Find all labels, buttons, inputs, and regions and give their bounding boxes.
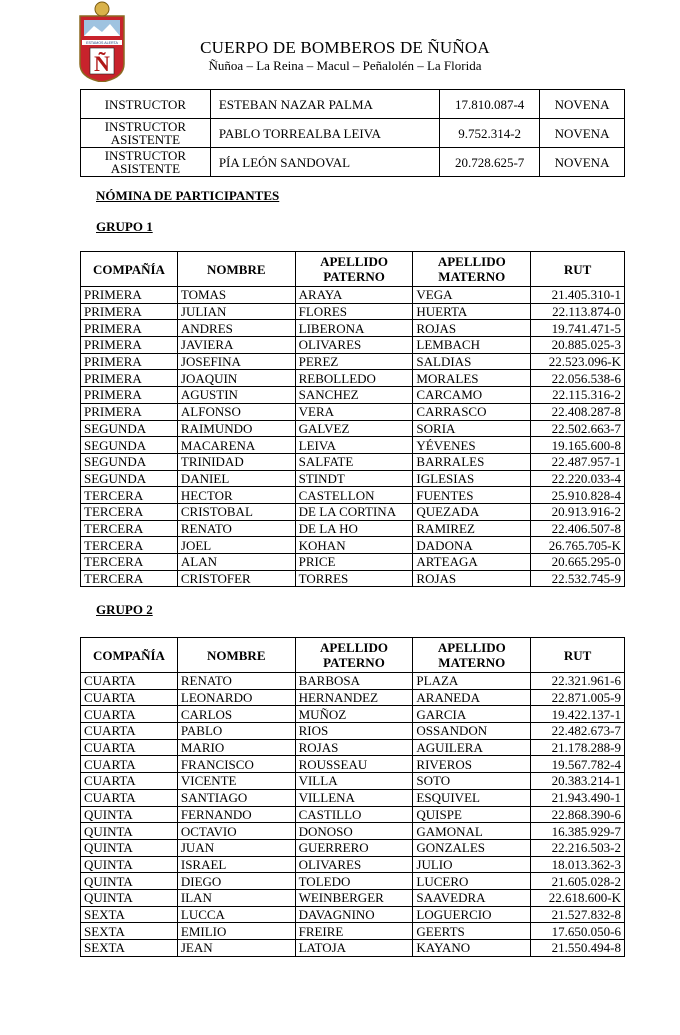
materno-cell: ROJAS (413, 320, 531, 337)
nombre-cell: FRANCISCO (177, 756, 295, 773)
nombre-cell: CARLOS (177, 706, 295, 723)
compania-cell: QUINTA (81, 856, 178, 873)
materno-cell: KAYANO (413, 940, 531, 957)
instructor-role-cell: INSTRUCTOR ASISTENTE (81, 119, 211, 148)
document-header (150, 38, 540, 74)
materno-cell: GEERTS (413, 923, 531, 940)
materno-cell: ARTEAGA (413, 554, 531, 571)
rut-cell: 22.056.538-6 (531, 370, 625, 387)
group-1-title: GRUPO 1 (96, 219, 153, 234)
compania-cell: CUARTA (81, 739, 178, 756)
paterno-cell: KOHAN (295, 537, 413, 554)
paterno-cell: PEREZ (295, 353, 413, 370)
compania-cell: PRIMERA (81, 337, 178, 354)
header-subtitle: Ñuñoa – La Reina – Macul – Peñalolén – La Florida (208, 58, 482, 73)
rut-cell: 16.385.929-7 (531, 823, 625, 840)
materno-cell: ESQUIVEL (413, 789, 531, 806)
compania-cell: TERCERA (81, 503, 178, 520)
table-row (81, 773, 625, 790)
nombre-cell: JULIAN (177, 303, 295, 320)
compania-cell: CUARTA (81, 689, 178, 706)
paterno-cell: RIOS (295, 723, 413, 740)
table-row (81, 520, 625, 537)
logo-motto: ESTAMOS ALERTA (86, 41, 118, 45)
compania-cell: CUARTA (81, 706, 178, 723)
paterno-cell: CASTILLO (295, 806, 413, 823)
compania-cell: PRIMERA (81, 370, 178, 387)
paterno-cell: ROJAS (295, 739, 413, 756)
paterno-cell: DAVAGNINO (295, 906, 413, 923)
nomina-title: NÓMINA DE PARTICIPANTES (96, 188, 280, 203)
column-header-materno: APELLIDO MATERNO (413, 638, 531, 673)
column-header-paterno: APELLIDO PATERNO (295, 252, 413, 287)
compania-cell: PRIMERA (81, 303, 178, 320)
materno-cell: IGLESIAS (413, 470, 531, 487)
compania-cell: TERCERA (81, 570, 178, 587)
materno-cell: QUISPE (413, 806, 531, 823)
instructor-row (81, 148, 625, 177)
rut-cell: 26.765.705-K (531, 537, 625, 554)
nombre-cell: ISRAEL (177, 856, 295, 873)
compania-cell: QUINTA (81, 823, 178, 840)
nombre-cell: HECTOR (177, 487, 295, 504)
group-2-title: GRUPO 2 (96, 602, 153, 617)
materno-cell: SOTO (413, 773, 531, 790)
nombre-cell: DANIEL (177, 470, 295, 487)
nombre-cell: RAIMUNDO (177, 420, 295, 437)
column-header-compania: COMPAÑÍA (81, 638, 178, 673)
rut-cell: 19.741.471-5 (531, 320, 625, 337)
table-row (81, 353, 625, 370)
rut-cell: 20.665.295-0 (531, 554, 625, 571)
nombre-cell: TRINIDAD (177, 453, 295, 470)
compania-cell: TERCERA (81, 487, 178, 504)
rut-cell: 22.502.663-7 (531, 420, 625, 437)
rut-cell: 22.321.961-6 (531, 673, 625, 690)
nombre-cell: EMILIO (177, 923, 295, 940)
paterno-cell: VILLA (295, 773, 413, 790)
nombre-cell: JOSEFINA (177, 353, 295, 370)
materno-cell: GONZALES (413, 839, 531, 856)
paterno-cell: VILLENA (295, 789, 413, 806)
column-header-materno: APELLIDO MATERNO (413, 252, 531, 287)
materno-cell: SALDIAS (413, 353, 531, 370)
materno-cell: ARANEDA (413, 689, 531, 706)
rut-cell: 21.605.028-2 (531, 873, 625, 890)
compania-cell: CUARTA (81, 673, 178, 690)
nombre-cell: ALFONSO (177, 403, 295, 420)
table-row (81, 387, 625, 404)
paterno-cell: OLIVARES (295, 856, 413, 873)
table-row (81, 470, 625, 487)
instructor-role-cell: INSTRUCTOR (81, 90, 211, 119)
table-row (81, 554, 625, 571)
table-row (81, 287, 625, 304)
compania-cell: PRIMERA (81, 287, 178, 304)
nombre-cell: JEAN (177, 940, 295, 957)
table-row (81, 337, 625, 354)
nombre-cell: PABLO (177, 723, 295, 740)
compania-cell: QUINTA (81, 873, 178, 890)
materno-cell: FUENTES (413, 487, 531, 504)
table-row (81, 420, 625, 437)
paterno-cell: REBOLLEDO (295, 370, 413, 387)
materno-cell: CARRASCO (413, 403, 531, 420)
table-row (81, 906, 625, 923)
table-row (81, 403, 625, 420)
table-row (81, 806, 625, 823)
nombre-cell: JUAN (177, 839, 295, 856)
table-row (81, 739, 625, 756)
materno-cell: QUEZADA (413, 503, 531, 520)
paterno-cell: DONOSO (295, 823, 413, 840)
paterno-cell: SALFATE (295, 453, 413, 470)
rut-cell: 22.532.745-9 (531, 570, 625, 587)
rut-cell: 21.527.832-8 (531, 906, 625, 923)
column-header-nombre: NOMBRE (177, 252, 295, 287)
compania-cell: SEGUNDA (81, 420, 178, 437)
nombre-cell: DIEGO (177, 873, 295, 890)
rut-cell: 17.650.050-6 (531, 923, 625, 940)
paterno-cell: HERNANDEZ (295, 689, 413, 706)
compania-cell: SEGUNDA (81, 470, 178, 487)
nombre-cell: JOEL (177, 537, 295, 554)
instructor-name-cell: PÍA LEÓN SANDOVAL (210, 148, 439, 177)
paterno-cell: SANCHEZ (295, 387, 413, 404)
compania-cell: QUINTA (81, 806, 178, 823)
instructor-company-cell: NOVENA (540, 90, 625, 119)
paterno-cell: FLORES (295, 303, 413, 320)
paterno-cell: LIBERONA (295, 320, 413, 337)
materno-cell: CARCAMO (413, 387, 531, 404)
fire-department-logo (76, 0, 128, 82)
rut-cell: 21.943.490-1 (531, 789, 625, 806)
compania-cell: QUINTA (81, 889, 178, 906)
compania-cell: SEXTA (81, 906, 178, 923)
materno-cell: ROJAS (413, 570, 531, 587)
column-header-nombre: NOMBRE (177, 638, 295, 673)
materno-cell: JULIO (413, 856, 531, 873)
table-row (81, 689, 625, 706)
table-row (81, 570, 625, 587)
instructor-company-cell: NOVENA (540, 148, 625, 177)
table-header-row (81, 638, 625, 673)
nombre-cell: ILAN (177, 889, 295, 906)
table-row (81, 823, 625, 840)
instructor-row (81, 90, 625, 119)
materno-cell: GAMONAL (413, 823, 531, 840)
compania-cell: CUARTA (81, 773, 178, 790)
rut-cell: 22.216.503-2 (531, 839, 625, 856)
paterno-cell: OLIVARES (295, 337, 413, 354)
nombre-cell: SANTIAGO (177, 789, 295, 806)
materno-cell: LEMBACH (413, 337, 531, 354)
table-row (81, 940, 625, 957)
table-row (81, 706, 625, 723)
materno-cell: LOGUERCIO (413, 906, 531, 923)
table-row (81, 673, 625, 690)
table-row (81, 537, 625, 554)
nombre-cell: MACARENA (177, 437, 295, 454)
paterno-cell: ARAYA (295, 287, 413, 304)
instructors-table (80, 89, 625, 177)
paterno-cell: FREIRE (295, 923, 413, 940)
paterno-cell: MUÑOZ (295, 706, 413, 723)
rut-cell: 22.113.874-0 (531, 303, 625, 320)
compania-cell: CUARTA (81, 756, 178, 773)
instructor-row (81, 119, 625, 148)
table-row (81, 320, 625, 337)
nombre-cell: ALAN (177, 554, 295, 571)
materno-cell: GARCIA (413, 706, 531, 723)
materno-cell: PLAZA (413, 673, 531, 690)
column-header-rut: RUT (531, 638, 625, 673)
nombre-cell: RENATO (177, 520, 295, 537)
compania-cell: TERCERA (81, 554, 178, 571)
nombre-cell: AGUSTIN (177, 387, 295, 404)
rut-cell: 22.115.316-2 (531, 387, 625, 404)
materno-cell: RIVEROS (413, 756, 531, 773)
compania-cell: TERCERA (81, 520, 178, 537)
column-header-paterno: APELLIDO PATERNO (295, 638, 413, 673)
nombre-cell: OCTAVIO (177, 823, 295, 840)
nombre-cell: VICENTE (177, 773, 295, 790)
materno-cell: HUERTA (413, 303, 531, 320)
table-row (81, 789, 625, 806)
paterno-cell: DE LA CORTINA (295, 503, 413, 520)
table-row (81, 303, 625, 320)
materno-cell: AGUILERA (413, 739, 531, 756)
paterno-cell: PRICE (295, 554, 413, 571)
compania-cell: PRIMERA (81, 403, 178, 420)
materno-cell: VEGA (413, 287, 531, 304)
compania-cell: QUINTA (81, 839, 178, 856)
logo-letter: Ñ (94, 51, 110, 76)
instructor-company-cell: NOVENA (540, 119, 625, 148)
rut-cell: 22.482.673-7 (531, 723, 625, 740)
rut-cell: 25.910.828-4 (531, 487, 625, 504)
table-row (81, 873, 625, 890)
paterno-cell: GUERRERO (295, 839, 413, 856)
compania-cell: TERCERA (81, 537, 178, 554)
materno-cell: YÉVENES (413, 437, 531, 454)
column-header-compania: COMPAÑÍA (81, 252, 178, 287)
compania-cell: PRIMERA (81, 387, 178, 404)
table-row (81, 756, 625, 773)
paterno-cell: LEIVA (295, 437, 413, 454)
paterno-cell: CASTELLON (295, 487, 413, 504)
table-row (81, 437, 625, 454)
table-row (81, 453, 625, 470)
paterno-cell: DE LA HO (295, 520, 413, 537)
instructor-rut-cell: 17.810.087-4 (440, 90, 540, 119)
rut-cell: 22.406.507-8 (531, 520, 625, 537)
rut-cell: 22.408.287-8 (531, 403, 625, 420)
rut-cell: 22.871.005-9 (531, 689, 625, 706)
materno-cell: SORIA (413, 420, 531, 437)
compania-cell: SEXTA (81, 940, 178, 957)
nombre-cell: CRISTOBAL (177, 503, 295, 520)
paterno-cell: LATOJA (295, 940, 413, 957)
rut-cell: 21.178.288-9 (531, 739, 625, 756)
group-1-table (80, 251, 625, 587)
instructor-name-cell: PABLO TORREALBA LEIVA (210, 119, 439, 148)
compania-cell: SEGUNDA (81, 437, 178, 454)
instructor-rut-cell: 9.752.314-2 (440, 119, 540, 148)
materno-cell: LUCERO (413, 873, 531, 890)
paterno-cell: TORRES (295, 570, 413, 587)
nombre-cell: ANDRES (177, 320, 295, 337)
group-2-table (80, 637, 625, 957)
nombre-cell: LUCCA (177, 906, 295, 923)
instructor-name-cell: ESTEBAN NAZAR PALMA (210, 90, 439, 119)
rut-cell: 22.523.096-K (531, 353, 625, 370)
instructor-role-cell: INSTRUCTOR ASISTENTE (81, 148, 211, 177)
paterno-cell: TOLEDO (295, 873, 413, 890)
nombre-cell: TOMAS (177, 287, 295, 304)
column-header-rut: RUT (531, 252, 625, 287)
nombre-cell: MARIO (177, 739, 295, 756)
nombre-cell: CRISTOFER (177, 570, 295, 587)
rut-cell: 22.868.390-6 (531, 806, 625, 823)
materno-cell: BARRALES (413, 453, 531, 470)
compania-cell: CUARTA (81, 723, 178, 740)
paterno-cell: VERA (295, 403, 413, 420)
rut-cell: 21.550.494-8 (531, 940, 625, 957)
rut-cell: 20.913.916-2 (531, 503, 625, 520)
compania-cell: PRIMERA (81, 353, 178, 370)
rut-cell: 22.487.957-1 (531, 453, 625, 470)
table-row (81, 839, 625, 856)
compania-cell: CUARTA (81, 789, 178, 806)
table-row (81, 370, 625, 387)
compania-cell: SEGUNDA (81, 453, 178, 470)
rut-cell: 20.885.025-3 (531, 337, 625, 354)
materno-cell: RAMIREZ (413, 520, 531, 537)
rut-cell: 18.013.362-3 (531, 856, 625, 873)
table-header-row (81, 252, 625, 287)
rut-cell: 22.618.600-K (531, 889, 625, 906)
materno-cell: OSSANDON (413, 723, 531, 740)
paterno-cell: WEINBERGER (295, 889, 413, 906)
materno-cell: SAAVEDRA (413, 889, 531, 906)
materno-cell: MORALES (413, 370, 531, 387)
paterno-cell: ROUSSEAU (295, 756, 413, 773)
rut-cell: 19.165.600-8 (531, 437, 625, 454)
paterno-cell: STINDT (295, 470, 413, 487)
nombre-cell: LEONARDO (177, 689, 295, 706)
nombre-cell: RENATO (177, 673, 295, 690)
nombre-cell: JOAQUIN (177, 370, 295, 387)
header-title: CUERPO DE BOMBEROS DE ÑUÑOA (200, 38, 490, 57)
rut-cell: 19.567.782-4 (531, 756, 625, 773)
rut-cell: 21.405.310-1 (531, 287, 625, 304)
table-row (81, 487, 625, 504)
table-row (81, 503, 625, 520)
paterno-cell: BARBOSA (295, 673, 413, 690)
nombre-cell: FERNANDO (177, 806, 295, 823)
materno-cell: DADONA (413, 537, 531, 554)
paterno-cell: GALVEZ (295, 420, 413, 437)
compania-cell: PRIMERA (81, 320, 178, 337)
table-row (81, 856, 625, 873)
nombre-cell: JAVIERA (177, 337, 295, 354)
table-row (81, 923, 625, 940)
rut-cell: 20.383.214-1 (531, 773, 625, 790)
table-row (81, 889, 625, 906)
rut-cell: 22.220.033-4 (531, 470, 625, 487)
rut-cell: 19.422.137-1 (531, 706, 625, 723)
compania-cell: SEXTA (81, 923, 178, 940)
table-row (81, 723, 625, 740)
instructor-rut-cell: 20.728.625-7 (440, 148, 540, 177)
